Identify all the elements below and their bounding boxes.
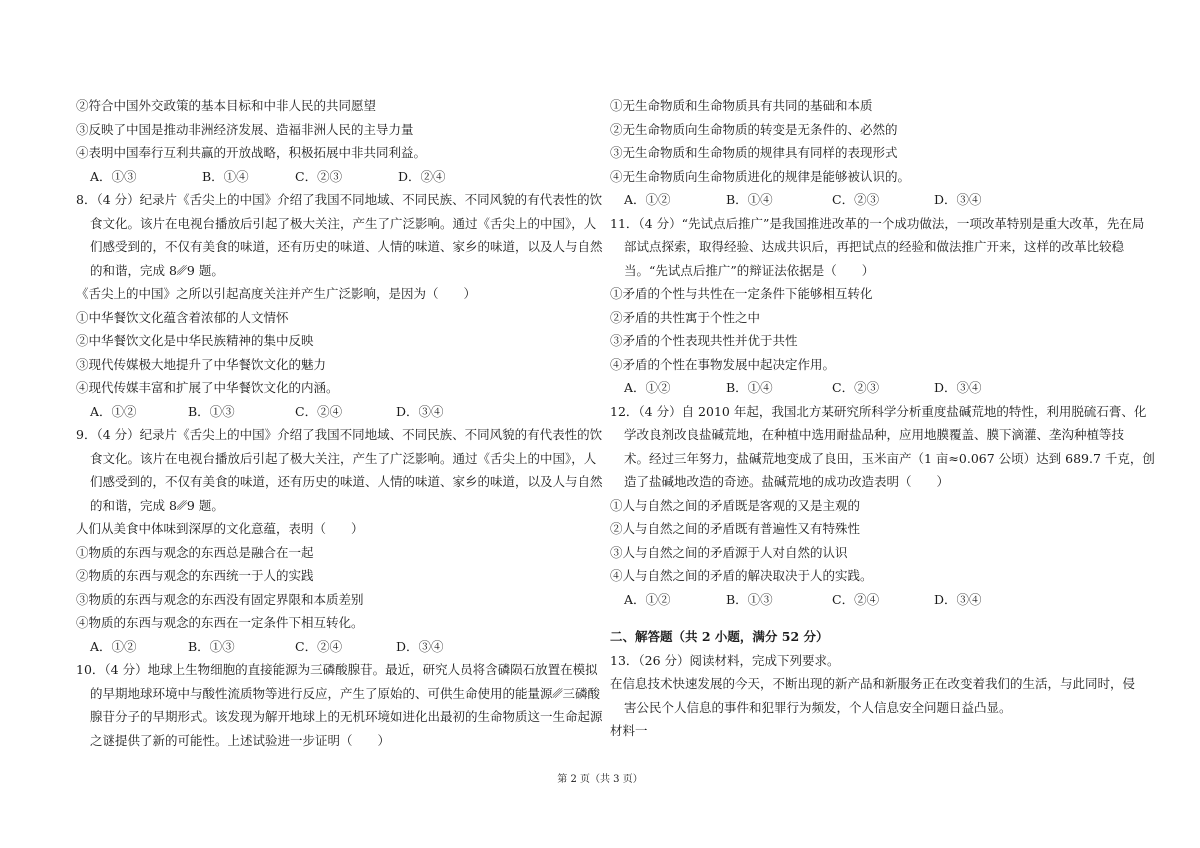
option-a: A．①② [90,403,137,419]
q7-item-2: ②符合中国外交政策的基本目标和中非人民的共同愿望 [76,98,377,113]
q9-item: ③物质的东西与观念的东西没有固定界限和本质差别 [76,591,364,607]
option-c: C．②④ [832,591,880,607]
q13-text-line: 害公民个人信息的事件和犯罪行为频发，个人信息安全问题日益凸显。 [624,699,1012,715]
page-footer: 第 2 页（共 3 页） [557,774,643,785]
q9-text-line: 9．（4 分）纪录片《舌尖上的中国》介绍了我国不同地域、不同民族、不同风貌的有代表性的饮 [76,427,603,442]
q12-item: ④人与自然之间的矛盾的解决取决于人的实践。 [610,568,873,583]
q12-item: ③人与自然之间的矛盾源于人对自然的认识 [610,544,848,560]
q13-text-line: 在信息技术快速发展的今天，不断出现的新产品和新服务正在改变着我们的生活，与此同时，侵 [610,676,1136,691]
option-a: A．①③ [90,168,137,184]
right-column [610,94,1155,743]
q9-item: ④物质的东西与观念的东西在一定条件下相互转化。 [76,615,364,630]
q12-text-line: 术。经过三年努力，盐碱荒地变成了良田，玉米亩产（1 亩≈0.067 公顷）达到 689.7 千克，创 [624,450,1155,466]
q10-text-line: 之谜提供了新的可能性。上述试验进一步证明（ ） [90,732,391,748]
q12-text-line: 学改良剂改良盐碱荒地，在种植中选用耐盐品种，应用地膜覆盖、膜下滴灌、垄沟种植等技 [624,427,1125,442]
q8-text-line: 食文化。该片在电视台播放后引起了极大关注，产生了广泛影响。通过《舌尖上的中国》，人 [90,215,597,231]
q8-item: ④现代传媒丰富和扩展了中华餐饮文化的内涵。 [76,380,339,395]
q10-text-line: 的早期地球环境中与酸性流质物等进行反应，产生了原始的、可供生命使用的能量源␥三磷酸 [90,685,601,701]
q12-options [610,588,1130,612]
q10-text-line: 10．（4 分）地球上生物细胞的直接能源为三磷酸腺苷。最近，研究人员将含磷陨石放置在模拟 [76,662,598,677]
q8-stem: 《舌尖上的中国》之所以引起高度关注并产生广泛影响，是因为（ ） [76,286,477,301]
option-b: B．①④ [726,192,773,207]
option-b: B．①③ [188,638,235,654]
q11-item: ④矛盾的个性在事物发展中起决定作用。 [610,356,836,372]
q11-item: ①矛盾的个性与共性在一定条件下能够相互转化 [610,286,873,301]
q12-item: ①人与自然之间的矛盾既是客观的又是主观的 [610,497,861,513]
q9-stem: 人们从美食中体味到深厚的文化意蕴，表明（ ） [76,521,364,536]
option-a: A．①② [624,380,671,395]
option-a: A．①② [90,638,137,654]
q13-material-label: 材料一 [610,723,648,738]
q9-item: ①物质的东西与观念的东西总是融合在一起 [76,544,314,560]
q10-item: ④无生命物质向生命物质进化的规律是能够被认识的。 [610,168,911,184]
option-b: B．①③ [188,403,235,419]
q11-item: ③矛盾的个性表现共性并优于共性 [610,333,798,348]
q10-item: ③无生命物质和生命物质的规律具有同样的表现形式 [610,145,898,160]
q10-item: ②无生命物质向生命物质的转变是无条件的、必然的 [610,121,898,137]
q9-text-line: 们感受到的，不仅有美食的味道，还有历史的味道、人情的味道、家乡的味道，以及人与自然 [90,474,603,489]
q8-item: ③现代传媒极大地提升了中华餐饮文化的魅力 [76,356,327,372]
option-a: A．①② [624,591,671,607]
q12-text-line: 12．（4 分）自 2010 年起，我国北方某研究所科学分析重度盐碱荒地的特性，利用脱硫石膏、化 [610,403,1147,419]
left-column [76,94,603,752]
q11-text-line: 部试点探索，取得经验、达成共识后，再把试点的经验和做法推广开来，这样的改革比较稳 [624,239,1125,254]
q13-title: 13．（26 分）阅读材料，完成下列要求。 [610,652,840,668]
q7-item-3: ③反映了中国是推动非洲经济发展、造福非洲人民的主导力量 [76,121,414,137]
q10-text-line: 腺苷分子的早期形式。该发现为解开地球上的无机环境如进化出最初的生命物质这一生命起源 [90,709,603,724]
q11-text-line: 当。“先试点后推广”的辩证法依据是（ ） [624,262,875,278]
q11-item: ②矛盾的共性寓于个性之中 [610,309,761,325]
q8-text-line: 们感受到的，不仅有美食的味道，还有历史的味道、人情的味道、家乡的味道，以及人与自然 [90,239,603,254]
option-d: D．③④ [934,380,982,395]
q9-text-line: 食文化。该片在电视台播放后引起了极大关注，产生了广泛影响。通过《舌尖上的中国》，人 [90,450,597,466]
q9-options [76,635,588,659]
option-d: D．③④ [396,638,444,654]
option-d: D．②④ [398,168,446,184]
option-a: A．①② [624,192,671,207]
option-c: C．②④ [295,403,343,419]
q8-item: ②中华餐饮文化是中华民族精神的集中反映 [76,333,314,348]
option-d: D．③④ [396,403,444,419]
q7-item-4: ④表明中国奉行互利共赢的开放战略，积极拓展中非共同利益。 [76,145,427,160]
q9-item: ②物质的东西与观念的东西统一于人的实践 [76,568,314,583]
q10-item: ①无生命物质和生命物质具有共同的基础和本质 [610,98,873,113]
q8-item: ①中华餐饮文化蕴含着浓郁的人文情怀 [76,309,289,325]
q12-text-line: 造了盐碱地改造的奇迹。盐碱荒地的成功改造表明（ ） [624,474,950,489]
q10-options [610,188,1130,212]
q7-options [76,165,588,189]
option-c: C．②③ [832,192,880,207]
option-b: B．①④ [202,168,249,184]
option-c: C．②④ [295,638,343,654]
section-2-heading: 二、解答题（共 2 小题，满分 52 分） [610,629,829,644]
q8-text-line: 的和谐，完成 8␥9 题。 [90,262,224,278]
q11-options [610,376,1130,400]
option-c: C．②③ [295,168,343,184]
q9-text-line: 的和谐，完成 8␥9 题。 [90,497,224,513]
q8-text-line: 8．（4 分）纪录片《舌尖上的中国》介绍了我国不同地域、不同民族、不同风貌的有代表性的饮 [76,192,603,207]
q11-text-line: 11．（4 分）“先试点后推广”是我国推进改革的一个成功做法，一项改革特别是重大改革，先在局 [610,215,1145,231]
q8-options [76,400,588,424]
option-c: C．②③ [832,380,880,395]
option-d: D．③④ [934,192,982,207]
option-d: D．③④ [934,591,982,607]
option-b: B．①④ [726,380,773,395]
section-gap [610,611,1130,625]
option-b: B．①③ [726,591,773,607]
q12-item: ②人与自然之间的矛盾既有普遍性又有特殊性 [610,521,861,536]
